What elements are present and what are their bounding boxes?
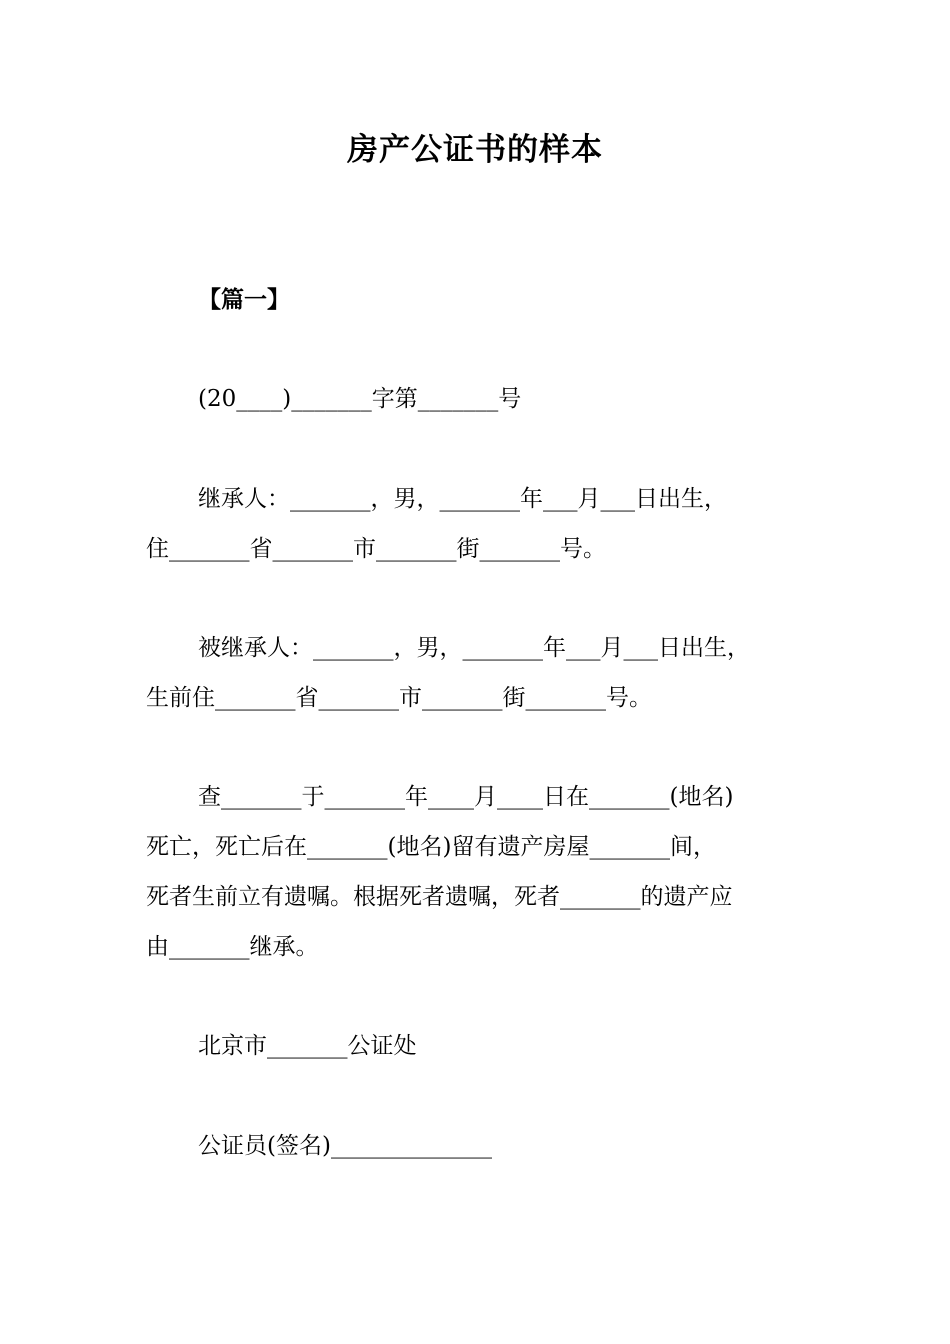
- death-record-line-2: 死亡，死亡后在_______(地名)留有遗产房屋_______间，: [146, 834, 716, 860]
- death-record-line-4: 由_______继承。: [146, 934, 319, 960]
- certificate-number-line: (20____)_______字第_______号: [198, 386, 522, 412]
- section-label: 【篇一】: [198, 286, 290, 313]
- document-title: 房产公证书的样本: [347, 132, 603, 168]
- death-record-line-3: 死者生前立有遗嘱。根据死者遗嘱，死者_______的遗产应: [146, 884, 733, 910]
- decedent-info-line: 被继承人：_______，男，_______年___月___日出生，: [198, 635, 750, 661]
- death-record-line-1: 查_______于_______年____月____日在_______(地名): [198, 784, 734, 810]
- heir-address-line: 住_______省_______市_______街_______号。: [146, 536, 606, 562]
- heir-info-line: 继承人：_______，男，_______年___月___日出生，: [198, 486, 727, 512]
- decedent-address-line: 生前住_______省_______市_______街_______号。: [146, 685, 652, 711]
- notary-office-line: 北京市_______公证处: [198, 1033, 417, 1059]
- notary-signature-line: 公证员(签名)______________: [198, 1133, 492, 1159]
